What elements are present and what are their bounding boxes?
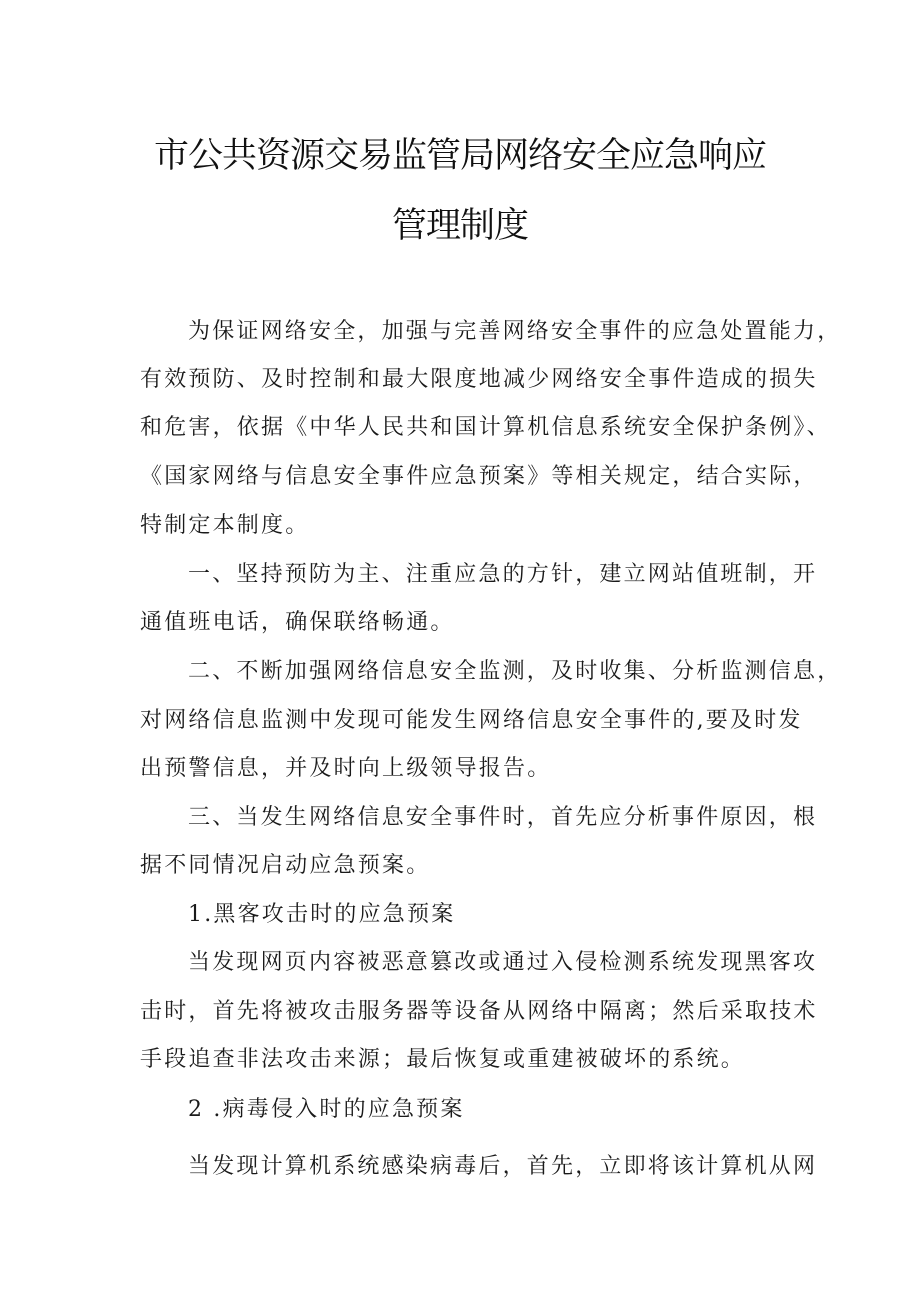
section-two-line-3: 出预警信息，并及时向上级领导报告。 [140,756,552,781]
document-title-line-2: 管理制度 [391,206,528,246]
subsection-1-line-3: 手段追查非法攻击来源；最后恢复或重建被破坏的系统。 [140,1047,746,1072]
intro-paragraph-line-1: 为保证网络安全，加强与完善网络安全事件的应急处置能力， [188,319,842,344]
section-one-line-1: 一、坚持预防为主、注重应急的方针，建立网站值班制，开 [188,562,818,587]
intro-paragraph-line-2: 有效预防、及时控制和最大限度地减少网络安全事件造成的损失 [140,367,818,392]
intro-paragraph-line-3: 和危害，依据《中华人民共和国计算机信息系统安全保护条例》、 [140,415,831,440]
section-two-line-2: 对网络信息监测中发现可能发生网络信息安全事件的,要及时发 [140,708,803,733]
section-three-line-2: 据不同情况启动应急预案。 [140,853,431,878]
subsection-1-heading: 1.黑客攻击时的应急预案 [188,902,456,927]
document-title-line-1: 市公共资源交易监管局网络安全应急响应 [153,136,766,176]
subsection-2-line-1: 当发现计算机系统感染病毒后，首先，立即将该计算机从网 [188,1154,818,1179]
section-three-line-1: 三、当发生网络信息安全事件时，首先应分析事件原因，根 [188,805,818,830]
subsection-2-heading: 2 .病毒侵入时的应急预案 [188,1097,465,1122]
section-two-line-1: 二、不断加强网络信息安全监测，及时收集、分析监测信息， [188,659,842,684]
subsection-1-line-2: 击时，首先将被攻击服务器等设备从网络中隔离；然后采取技术 [140,999,818,1024]
subsection-1-line-1: 当发现网页内容被恶意篡改或通过入侵检测系统发现黑客攻 [188,950,818,975]
intro-paragraph-line-4: 《国家网络与信息安全事件应急预案》等相关规定，结合实际， [140,464,818,489]
section-one-line-2: 通值班电话，确保联络畅通。 [140,610,455,635]
intro-paragraph-line-5: 特制定本制度。 [140,513,310,538]
